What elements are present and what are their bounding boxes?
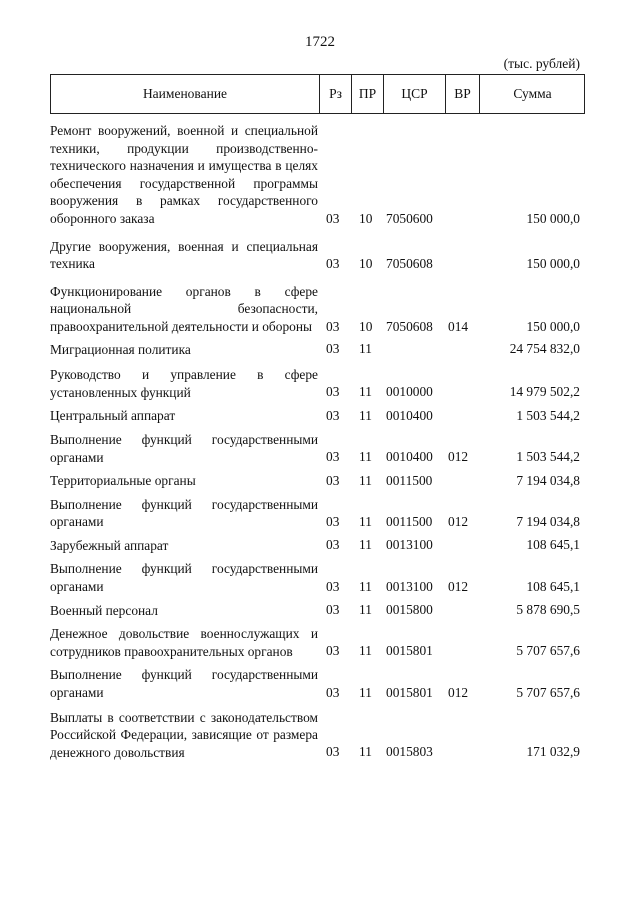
row-rz: 03	[326, 684, 340, 700]
row-name: Зарубежный аппарат	[50, 537, 169, 553]
table-row	[50, 406, 585, 425]
row-csr: 0011500	[386, 472, 433, 488]
table-row	[50, 536, 585, 555]
row-rz: 03	[326, 255, 340, 271]
row-codes	[50, 255, 585, 273]
table-row	[50, 624, 585, 660]
row-csr: 7050600	[386, 210, 433, 226]
row-sum: 5 878 690,5	[516, 602, 580, 618]
row-pr: 11	[359, 537, 372, 553]
row-csr: 7050608	[386, 255, 433, 271]
row-codes	[50, 642, 585, 660]
row-sum: 171 032,9	[526, 744, 580, 760]
row-codes	[50, 601, 585, 619]
row-rz: 03	[326, 318, 340, 334]
row-rz: 03	[326, 472, 340, 488]
row-sum: 7 194 034,8	[516, 472, 580, 488]
row-csr: 0015801	[386, 684, 433, 700]
row-sum: 5 707 657,6	[516, 684, 580, 700]
row-vr: 012	[448, 578, 469, 594]
row-sum: 24 754 832,0	[509, 341, 580, 357]
row-codes	[50, 513, 585, 531]
row-codes	[50, 536, 585, 554]
row-name: Функционирование органов в сфере национальной безопасности, правоохранительной деятельности и обороны	[50, 283, 318, 334]
row-pr: 11	[359, 684, 372, 700]
row-vr: 012	[448, 513, 469, 529]
page-number: 1722	[305, 34, 335, 50]
row-pr: 11	[359, 643, 372, 659]
row-rz: 03	[326, 578, 340, 594]
row-name: Военный персонал	[50, 602, 158, 618]
row-sum: 150 000,0	[526, 210, 580, 226]
row-sum: 1 503 544,2	[516, 449, 580, 465]
row-pr: 10	[359, 210, 373, 226]
row-pr: 11	[359, 578, 372, 594]
table-row	[50, 282, 585, 336]
row-name: Другие вооружения, военная и специальная техника	[50, 238, 318, 272]
row-codes	[50, 210, 585, 228]
table-header	[50, 74, 585, 114]
row-csr: 0010400	[386, 407, 433, 423]
row-rz: 03	[326, 407, 340, 423]
row-name: Денежное довольствие военнослужащих и сотрудников правоохранительных органов	[50, 626, 318, 659]
row-csr: 0015801	[386, 643, 433, 659]
row-name: Выполнение функций государственными органами	[50, 667, 318, 701]
row-rz: 03	[326, 744, 340, 760]
row-name: Выплаты в соответствии с законодательством Российской Федерации, зависящие от размера денежного довольствия	[50, 709, 318, 760]
row-csr: 0015800	[386, 602, 433, 618]
row-rz: 03	[326, 384, 340, 400]
header-sum: Сумма	[479, 75, 585, 113]
table-row	[50, 559, 585, 595]
row-sum: 108 645,1	[526, 537, 580, 553]
row-codes	[50, 578, 585, 596]
row-pr: 11	[359, 407, 372, 423]
row-pr: 10	[359, 255, 373, 271]
table-row	[50, 601, 585, 620]
row-codes	[50, 472, 585, 490]
row-name: Ремонт вооружений, военной и специальной техники, продукции производственно-технического назначения и имущества в целях обеспечения государственной программы вооружения в рамках государственного оборонного заказа	[50, 123, 318, 226]
table-row	[50, 708, 585, 762]
header-pr: ПР	[351, 75, 383, 113]
header-name: Наименование	[142, 86, 228, 101]
row-pr: 10	[359, 318, 373, 334]
row-pr: 11	[359, 341, 372, 357]
row-csr: 0015803	[386, 744, 433, 760]
row-csr: 0011500	[386, 513, 433, 529]
header-csr: ЦСР	[383, 75, 445, 113]
row-pr: 11	[359, 384, 372, 400]
row-rz: 03	[326, 513, 340, 529]
row-name: Территориальные органы	[50, 473, 196, 489]
row-codes	[50, 448, 585, 466]
row-vr: 014	[448, 318, 469, 334]
table-row	[50, 365, 585, 401]
row-sum: 150 000,0	[526, 255, 580, 271]
row-sum: 7 194 034,8	[516, 513, 580, 529]
row-codes	[50, 318, 585, 336]
row-csr: 0013100	[386, 578, 433, 594]
table-row	[50, 471, 585, 490]
header-rz: Рз	[319, 75, 351, 113]
table-row	[50, 430, 585, 466]
units-note: (тыс. рублей)	[503, 56, 580, 71]
row-name: Руководство и управление в сфере установленных функций	[50, 367, 318, 400]
row-pr: 11	[359, 744, 372, 760]
row-name: Центральный аппарат	[50, 408, 176, 424]
row-name: Выполнение функций государственными органами	[50, 561, 318, 595]
row-sum: 150 000,0	[526, 318, 580, 334]
row-pr: 11	[359, 602, 372, 618]
row-csr: 7050608	[386, 318, 433, 334]
row-name: Выполнение функций государственными органами	[50, 431, 318, 465]
row-codes	[50, 340, 585, 358]
row-codes	[50, 743, 585, 761]
row-vr: 012	[448, 449, 469, 465]
row-codes	[50, 407, 585, 425]
row-rz: 03	[326, 537, 340, 553]
row-name: Выполнение функций государственными органами	[50, 496, 318, 530]
row-vr: 012	[448, 684, 469, 700]
row-codes	[50, 383, 585, 401]
table-row	[50, 340, 585, 359]
row-rz: 03	[326, 341, 340, 357]
row-rz: 03	[326, 643, 340, 659]
row-pr: 11	[359, 449, 372, 465]
table-row	[50, 237, 585, 273]
row-sum: 14 979 502,2	[509, 384, 580, 400]
row-csr: 0010000	[386, 384, 433, 400]
table-row	[50, 665, 585, 701]
row-sum: 1 503 544,2	[516, 407, 580, 423]
row-pr: 11	[359, 513, 372, 529]
row-rz: 03	[326, 602, 340, 618]
row-csr: 0013100	[386, 537, 433, 553]
row-sum: 5 707 657,6	[516, 643, 580, 659]
row-rz: 03	[326, 449, 340, 465]
header-vr: ВР	[445, 75, 479, 113]
table-row	[50, 121, 585, 228]
row-sum: 108 645,1	[526, 578, 580, 594]
table-row	[50, 495, 585, 531]
row-codes	[50, 684, 585, 702]
table-body	[50, 116, 585, 761]
row-pr: 11	[359, 472, 372, 488]
row-csr: 0010400	[386, 449, 433, 465]
row-name: Миграционная политика	[50, 341, 191, 357]
row-rz: 03	[326, 210, 340, 226]
